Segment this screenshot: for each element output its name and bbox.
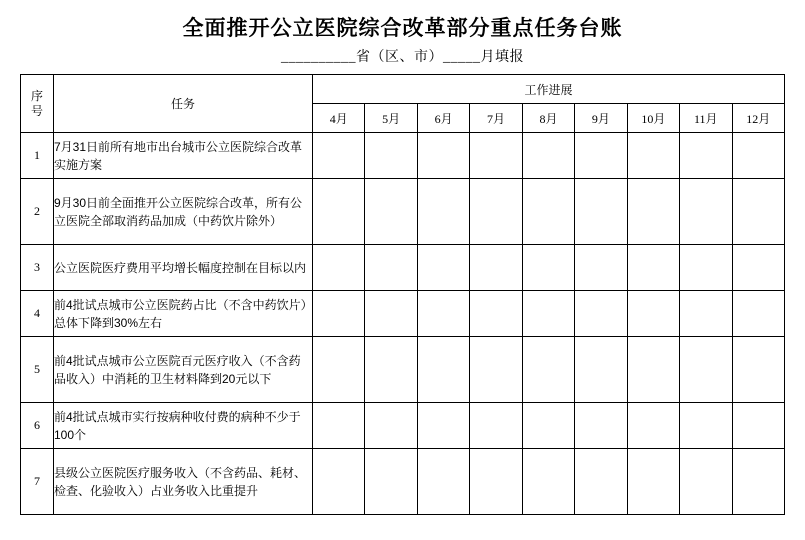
cell-month-11[interactable] xyxy=(680,245,732,291)
cell-month-6[interactable] xyxy=(417,403,469,449)
cell-month-7[interactable] xyxy=(470,449,522,515)
page-title: 全面推开公立医院综合改革部分重点任务台账 xyxy=(182,16,623,40)
column-header-task: 任务 xyxy=(54,75,313,133)
row-task-text: 公立医院医疗费用平均增长幅度控制在目标以内 xyxy=(54,245,313,291)
table-row xyxy=(21,337,785,403)
cell-month-5[interactable] xyxy=(365,245,417,291)
cell-month-12[interactable] xyxy=(732,403,785,449)
row-task-text: 7月31日前所有地市出台城市公立医院综合改革实施方案 xyxy=(54,133,313,179)
cell-month-8[interactable] xyxy=(522,291,574,337)
table-body xyxy=(21,133,785,515)
cell-month-12[interactable] xyxy=(732,291,785,337)
report-period-line: __________省（区、市）_____月填报 xyxy=(281,50,524,65)
cell-month-7[interactable] xyxy=(470,403,522,449)
cell-month-12[interactable] xyxy=(732,337,785,403)
table-row xyxy=(21,245,785,291)
cell-month-8[interactable] xyxy=(522,403,574,449)
cell-month-11[interactable] xyxy=(680,403,732,449)
column-header-month-7: 7月 xyxy=(470,104,522,133)
cell-month-8[interactable] xyxy=(522,179,574,245)
cell-month-11[interactable] xyxy=(680,133,732,179)
column-header-sequence-line2: 号 xyxy=(30,103,43,118)
header-row-top xyxy=(21,75,785,104)
cell-month-7[interactable] xyxy=(470,133,522,179)
cell-month-12[interactable] xyxy=(732,449,785,515)
cell-month-6[interactable] xyxy=(417,179,469,245)
cell-month-11[interactable] xyxy=(680,179,732,245)
row-sequence: 6 xyxy=(21,403,54,449)
table-row xyxy=(21,133,785,179)
cell-month-9[interactable] xyxy=(575,133,627,179)
cell-month-4[interactable] xyxy=(313,449,365,515)
cell-month-12[interactable] xyxy=(732,133,785,179)
cell-month-6[interactable] xyxy=(417,291,469,337)
cell-month-11[interactable] xyxy=(680,337,732,403)
task-ledger-table xyxy=(20,74,785,515)
cell-month-8[interactable] xyxy=(522,337,574,403)
cell-month-4[interactable] xyxy=(313,337,365,403)
column-header-month-4: 4月 xyxy=(313,104,365,133)
cell-month-10[interactable] xyxy=(627,291,679,337)
cell-month-4[interactable] xyxy=(313,133,365,179)
cell-month-8[interactable] xyxy=(522,245,574,291)
cell-month-9[interactable] xyxy=(575,245,627,291)
cell-month-10[interactable] xyxy=(627,179,679,245)
cell-month-7[interactable] xyxy=(470,179,522,245)
table-row xyxy=(21,291,785,337)
table-row xyxy=(21,449,785,515)
row-task-text: 前4批试点城市公立医院药占比（不含中药饮片）总体下降到30%左右 xyxy=(54,291,313,337)
cell-month-8[interactable] xyxy=(522,449,574,515)
cell-month-10[interactable] xyxy=(627,449,679,515)
cell-month-6[interactable] xyxy=(417,245,469,291)
cell-month-7[interactable] xyxy=(470,245,522,291)
cell-month-5[interactable] xyxy=(365,449,417,515)
cell-month-6[interactable] xyxy=(417,133,469,179)
column-header-sequence-line1: 序 xyxy=(30,89,43,104)
column-header-month-10: 10月 xyxy=(627,104,679,133)
cell-month-12[interactable] xyxy=(732,179,785,245)
cell-month-10[interactable] xyxy=(627,133,679,179)
cell-month-4[interactable] xyxy=(313,179,365,245)
cell-month-5[interactable] xyxy=(365,403,417,449)
cell-month-5[interactable] xyxy=(365,179,417,245)
column-header-month-12: 12月 xyxy=(732,104,785,133)
table-row xyxy=(21,403,785,449)
cell-month-10[interactable] xyxy=(627,403,679,449)
cell-month-4[interactable] xyxy=(313,291,365,337)
cell-month-10[interactable] xyxy=(627,337,679,403)
cell-month-11[interactable] xyxy=(680,449,732,515)
cell-month-9[interactable] xyxy=(575,179,627,245)
row-task-text: 前4批试点城市实行按病种收付费的病种不少于100个 xyxy=(54,403,313,449)
cell-month-5[interactable] xyxy=(365,337,417,403)
column-header-month-8: 8月 xyxy=(522,104,574,133)
table-header xyxy=(21,75,785,133)
cell-month-6[interactable] xyxy=(417,337,469,403)
column-header-progress: 工作进展 xyxy=(313,75,785,104)
cell-month-4[interactable] xyxy=(313,403,365,449)
cell-month-9[interactable] xyxy=(575,403,627,449)
column-header-month-6: 6月 xyxy=(417,104,469,133)
cell-month-5[interactable] xyxy=(365,133,417,179)
column-header-month-11: 11月 xyxy=(680,104,732,133)
row-sequence: 1 xyxy=(21,133,54,179)
cell-month-7[interactable] xyxy=(470,291,522,337)
column-header-month-9: 9月 xyxy=(575,104,627,133)
cell-month-9[interactable] xyxy=(575,337,627,403)
cell-month-11[interactable] xyxy=(680,291,732,337)
column-header-sequence xyxy=(21,75,54,133)
row-task-text: 前4批试点城市公立医院百元医疗收入（不含药品收入）中消耗的卫生材料降到20元以下 xyxy=(54,337,313,403)
row-sequence: 4 xyxy=(21,291,54,337)
table-row xyxy=(21,179,785,245)
cell-month-10[interactable] xyxy=(627,245,679,291)
column-header-month-5: 5月 xyxy=(365,104,417,133)
cell-month-12[interactable] xyxy=(732,245,785,291)
row-sequence: 5 xyxy=(21,337,54,403)
cell-month-9[interactable] xyxy=(575,449,627,515)
cell-month-9[interactable] xyxy=(575,291,627,337)
cell-month-5[interactable] xyxy=(365,291,417,337)
cell-month-8[interactable] xyxy=(522,133,574,179)
cell-month-7[interactable] xyxy=(470,337,522,403)
row-task-text: 9月30日前全面推开公立医院综合改革，所有公立医院全部取消药品加成（中药饮片除外） xyxy=(54,179,313,245)
cell-month-6[interactable] xyxy=(417,449,469,515)
row-task-text: 县级公立医院医疗服务收入（不含药品、耗材、检查、化验收入）占业务收入比重提升 xyxy=(54,449,313,515)
cell-month-4[interactable] xyxy=(313,245,365,291)
document-page xyxy=(0,12,805,540)
row-sequence: 3 xyxy=(21,245,54,291)
row-sequence: 7 xyxy=(21,449,54,515)
row-sequence: 2 xyxy=(21,179,54,245)
